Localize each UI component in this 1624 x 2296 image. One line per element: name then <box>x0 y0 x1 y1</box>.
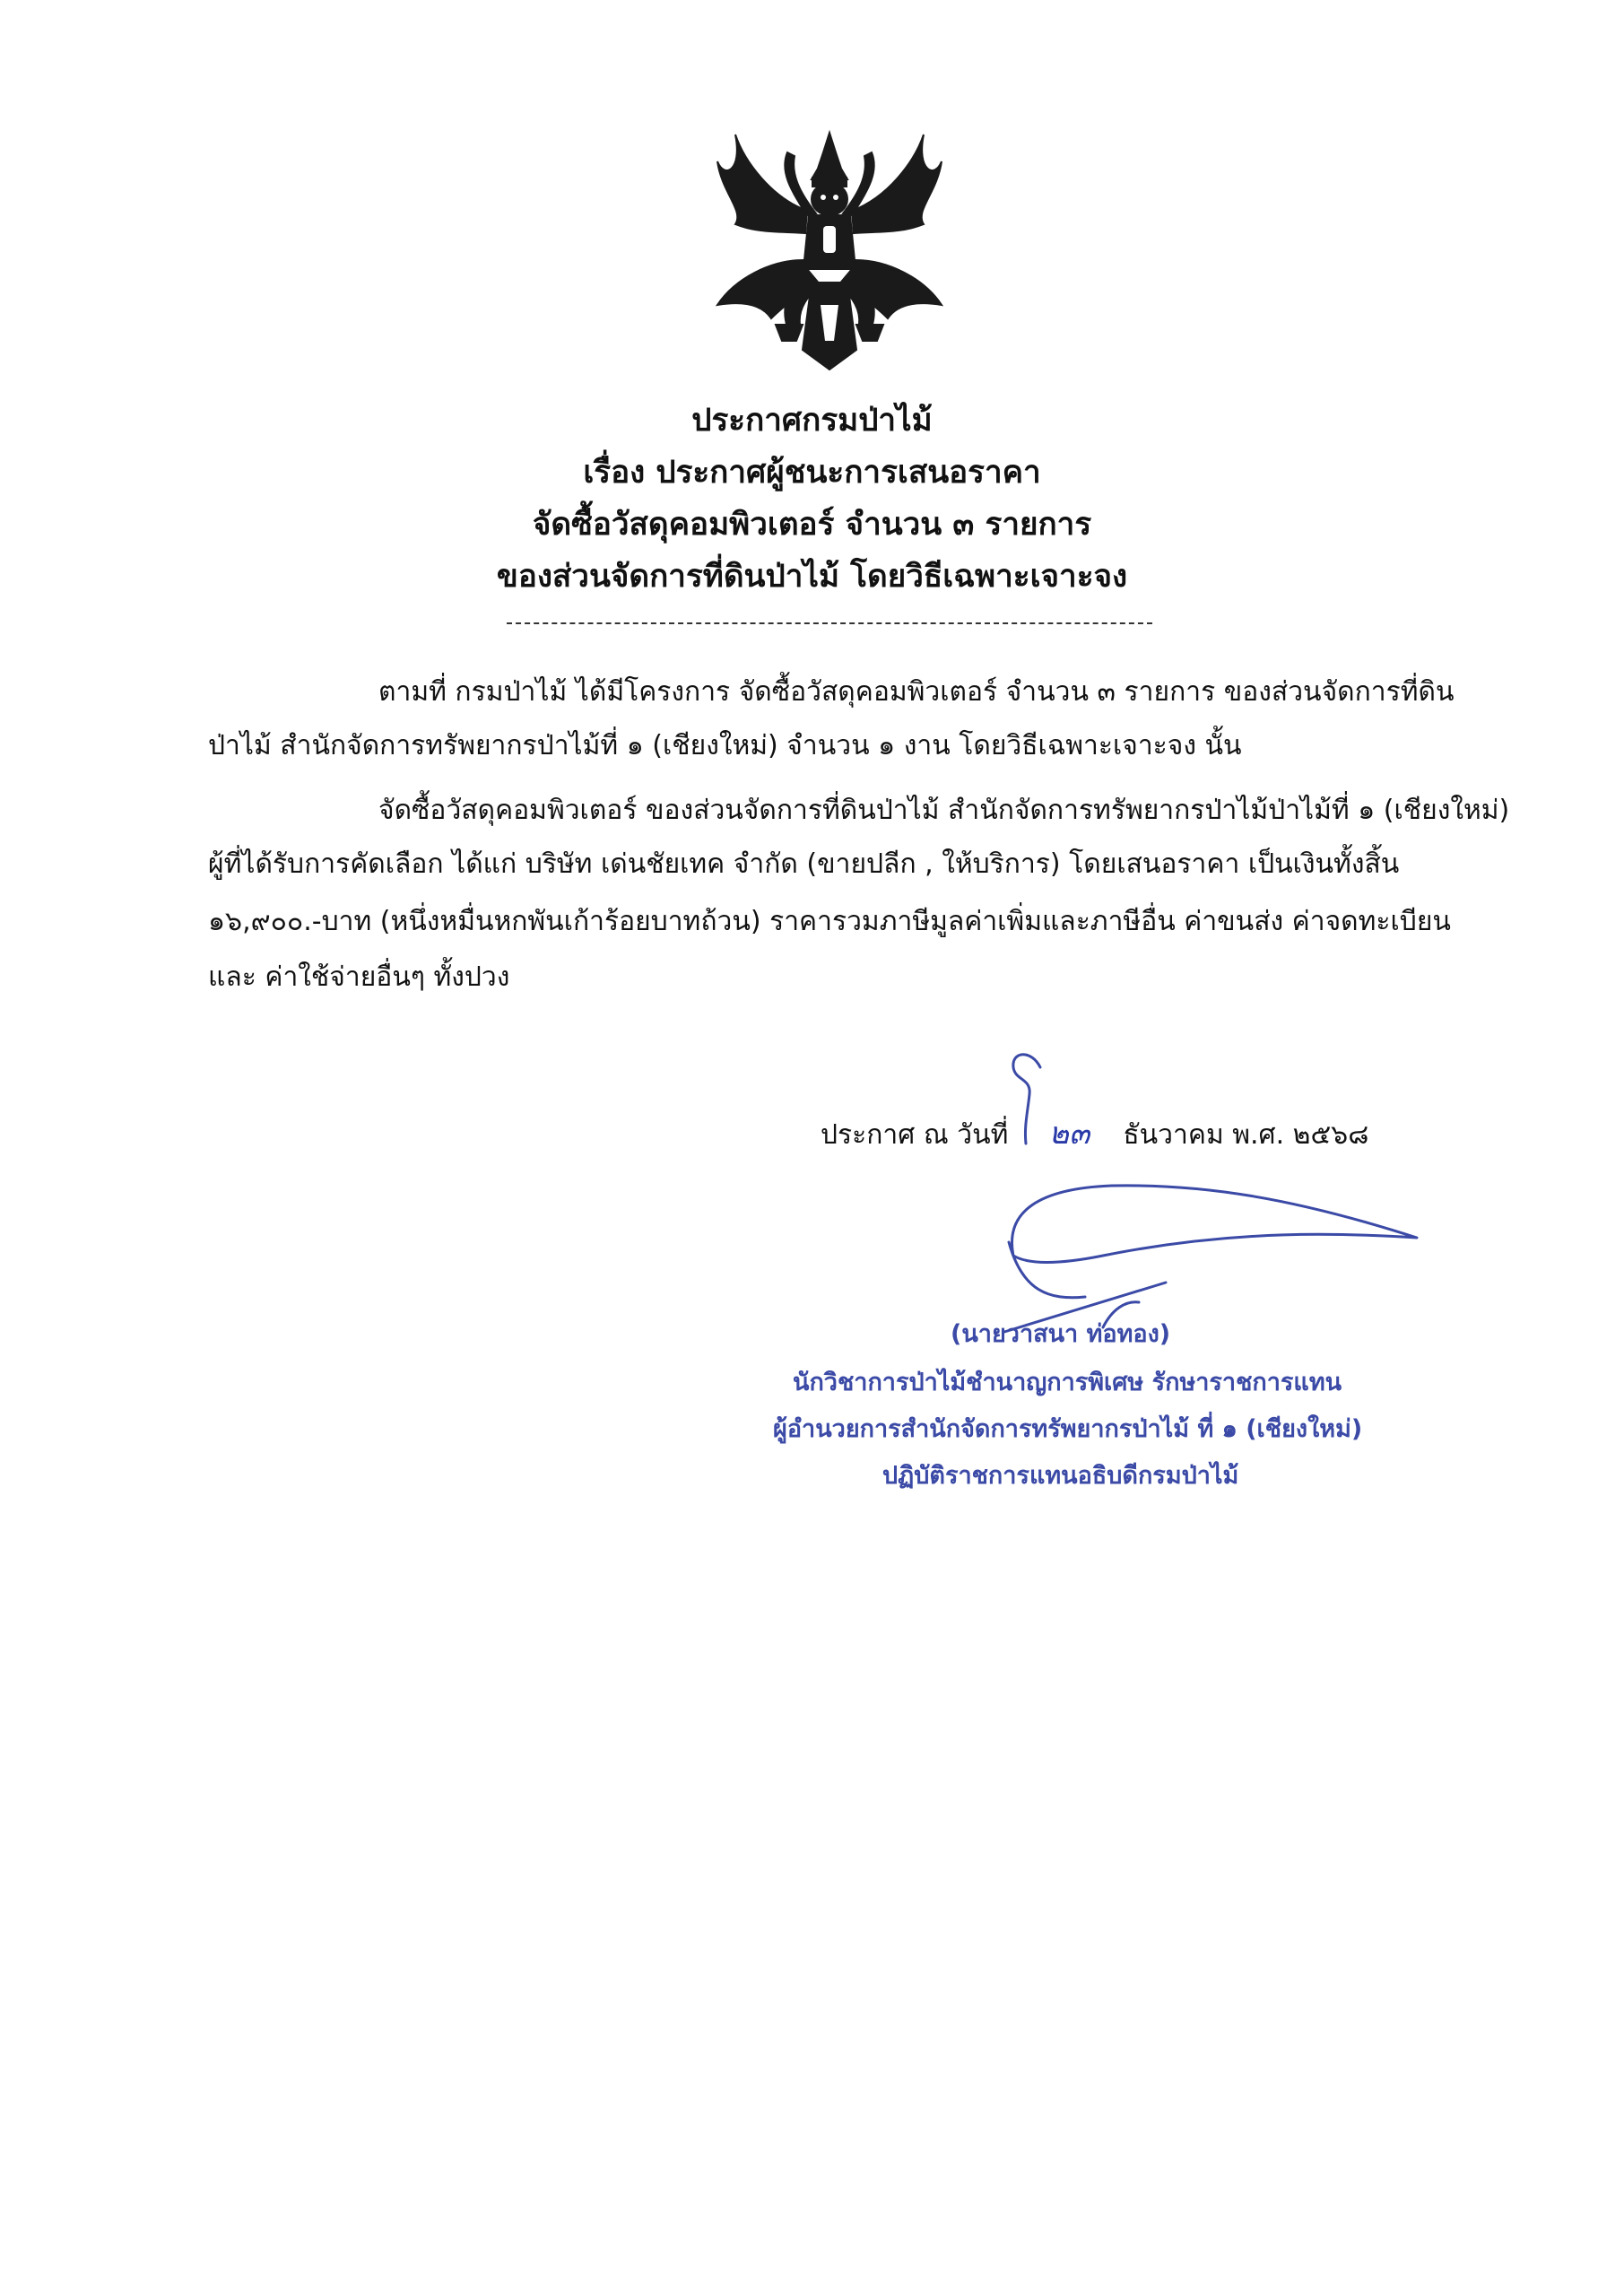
announcement-month-year: ธันวาคม พ.ศ. ๒๕๖๘ <box>1123 1119 1369 1151</box>
signatory-position-line-2: ผู้อำนวยการสำนักจัดการทรัพยากรป่าไม้ ที่ ๑ (เชียงใหม่) <box>773 1415 1363 1443</box>
title-line-4: ของส่วนจัดการที่ดินป่าไม้ โดยวิธีเฉพาะเจาะจง <box>496 559 1128 595</box>
announcement-day-handwritten: ๒๓ <box>1048 1116 1090 1152</box>
paragraph-2-line-1: จัดซื้อวัสดุคอมพิวเตอร์ ของส่วนจัดการที่ดินป่าไม้ สำนักจัดการทรัพยากรป่าไม้ป่าไม้ที่ ๑ (เชียงใหม่) <box>378 795 1510 826</box>
garuda-emblem-icon <box>682 126 977 377</box>
signatory-position-line-1: นักวิชาการป่าไม้ชำนาญการพิเศษ รักษาราชการแทน <box>793 1369 1342 1396</box>
announcement-date-prefix: ประกาศ ณ วันที่ <box>821 1119 1009 1151</box>
paragraph-2-line-2: ผู้ที่ได้รับการคัดเลือก ได้แก่ บริษัท เด่นชัยเทค จำกัด (ขายปลีก , ให้บริการ) โดยเสนอราคา เป็นเงินทั้งสิ้น <box>208 848 1400 880</box>
signatory-position-line-3: ปฏิบัติราชการแทนอธิบดีกรมป่าไม้ <box>882 1462 1239 1490</box>
title-divider <box>507 622 1152 624</box>
title-line-1: ประกาศกรมป่าไม้ <box>691 403 933 439</box>
paragraph-2-line-3: ๑๖,๙๐๐.-บาท (หนึ่งหมื่นหกพันเก้าร้อยบาทถ้วน) ราคารวมภาษีมูลค่าเพิ่มและภาษีอื่น ค่าขนส่ง ค่าจดทะเบียน <box>208 906 1451 937</box>
paragraph-2-line-4: และ ค่าใช้จ่ายอื่นๆ ทั้งปวง <box>208 961 510 993</box>
title-line-2: เรื่อง ประกาศผู้ชนะการเสนอราคา <box>583 455 1041 491</box>
paragraph-1-line-1: ตามที่ กรมป่าไม้ ได้มีโครงการ จัดซื้อวัสดุคอมพิวเตอร์ จำนวน ๓ รายการ ของส่วนจัดการที่ดิน <box>378 676 1455 708</box>
handwritten-signature <box>968 1031 1435 1354</box>
signatory-name: (นายวาสนา ท่อทอง) <box>951 1320 1171 1348</box>
title-line-3: จัดซื้อวัสดุคอมพิวเตอร์ จำนวน ๓ รายการ <box>532 507 1092 543</box>
paragraph-1-line-2: ป่าไม้ สำนักจัดการทรัพยากรป่าไม้ที่ ๑ (เชียงใหม่) จำนวน ๑ งาน โดยวิธีเฉพาะเจาะจง นั้น <box>208 730 1242 761</box>
